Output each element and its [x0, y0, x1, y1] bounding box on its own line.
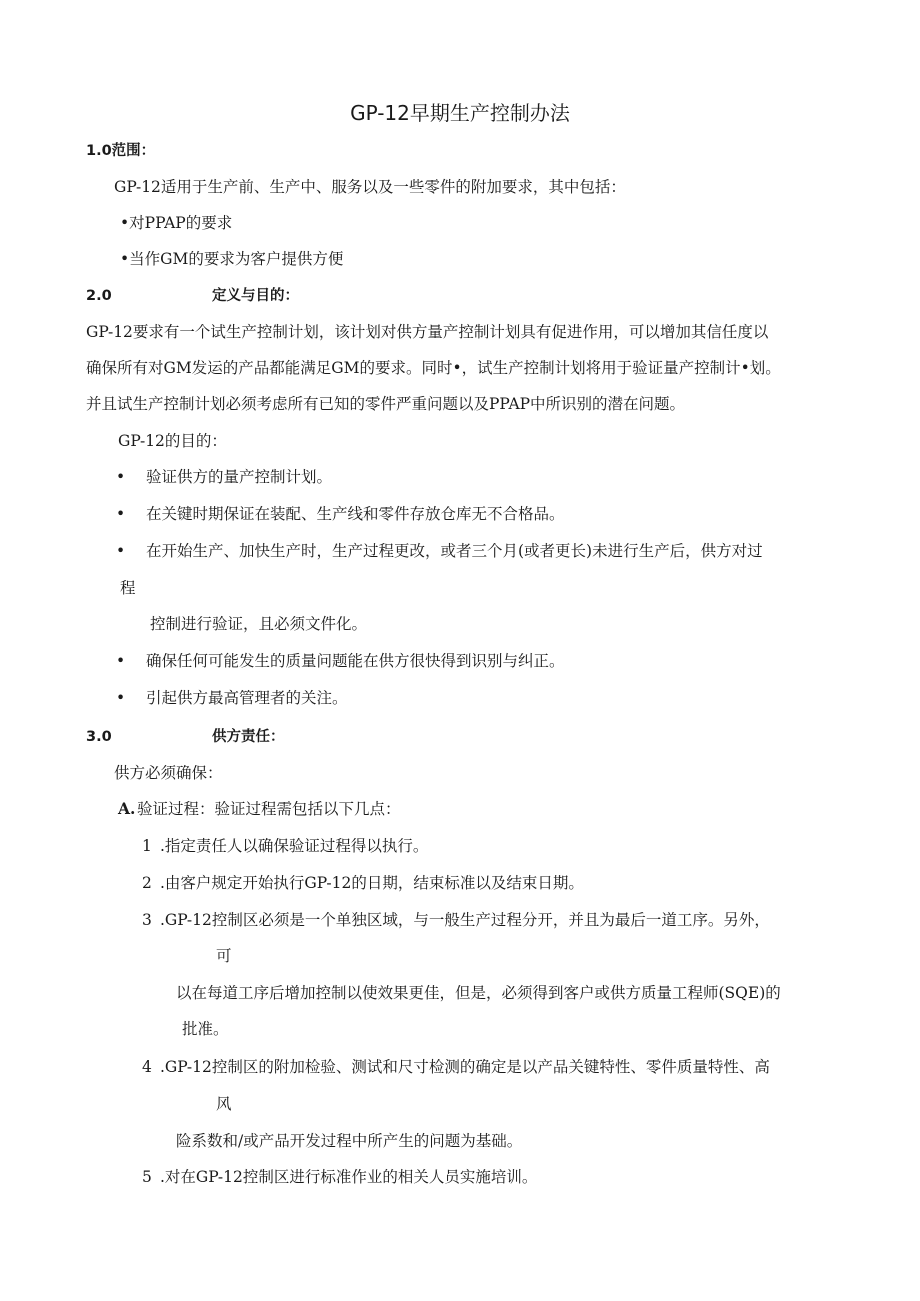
bullet-icon: • — [116, 468, 126, 486]
purpose-item-3: 在开始生产、加快生产时，生产过程更改，或者三个月(或者更长)未进行生产后，供方对过 — [146, 542, 763, 560]
purpose-item-4: 确保任何可能发生的质量问题能在供方很快得到识别与纠正。 — [146, 652, 565, 670]
purpose-item-5: 引起供方最高管理者的关注。 — [146, 689, 348, 707]
purpose-item-3-wrap: 程 — [120, 579, 136, 597]
purpose-heading: GP-12的目的： — [118, 432, 227, 450]
step-text-continuation: 以在每道工序后增加控制以使效果更佳，但是，必须得到客户或供方质量工程师(SQE)的 — [176, 984, 781, 1002]
step-number: 5 — [142, 1168, 152, 1186]
step-number: 4 — [142, 1058, 152, 1076]
section-2-heading: 定义与目的： — [212, 288, 299, 304]
step-text-continuation: 批准。 — [182, 1020, 229, 1038]
document-title: GP-12早期生产控制办法 — [350, 101, 570, 125]
step-number: 2 — [142, 874, 152, 892]
subsection-a-text: 验证过程：验证过程需包括以下几点： — [137, 800, 401, 818]
section-3-heading: 供方责任： — [212, 729, 285, 745]
step-text: .GP-12控制区的附加检验、测试和尺寸检测的确定是以产品关键特性、零件质量特性、高 — [160, 1058, 770, 1076]
section-2-paragraph-line: GP-12要求有一个试生产控制计划，该计划对供方量产控制计划具有促进作用，可以增加其信任度以 — [86, 323, 769, 341]
bullet-icon: • — [116, 652, 126, 670]
bullet-icon: • — [116, 542, 126, 560]
step-text-continuation: 险系数和/或产品开发过程中所产生的问题为基础。 — [176, 1132, 523, 1150]
section-1-intro: GP-12适用于生产前、生产中、服务以及一些零件的附加要求，其中包括： — [114, 178, 626, 196]
step-text: .GP-12控制区必须是一个单独区域，与一般生产过程分开，并且为最后一道工序。另外， — [160, 911, 770, 929]
section-1-bullet-2: •当作GM的要求为客户提供方便 — [120, 250, 344, 268]
bullet-icon: • — [116, 505, 126, 523]
step-text-wrap: 可 — [216, 947, 232, 965]
purpose-item-3-continuation: 控制进行验证，且必须文件化。 — [150, 615, 368, 633]
step-text: .对在GP-12控制区进行标准作业的相关人员实施培训。 — [160, 1168, 538, 1186]
step-text: .指定责任人以确保验证过程得以执行。 — [160, 837, 429, 855]
purpose-item-1: 验证供方的量产控制计划。 — [146, 468, 333, 486]
step-number: 1 — [142, 837, 152, 855]
subsection-a-label: A. — [118, 799, 136, 818]
section-3-intro: 供方必须确保： — [114, 764, 223, 782]
section-2-number: 2.0 — [86, 288, 112, 304]
step-text: .由客户规定开始执行GP-12的日期，结束标准以及结束日期。 — [160, 874, 584, 892]
bullet-icon: • — [116, 689, 126, 707]
purpose-item-2: 在关键时期保证在装配、生产线和零件存放仓库无不合格品。 — [146, 505, 565, 523]
section-1-bullet-1: •对PPAP的要求 — [120, 214, 233, 232]
step-text-wrap: 风 — [216, 1095, 232, 1113]
section-2-paragraph-line: 并且试生产控制计划必须考虑所有已知的零件严重问题以及PPAP中所识别的潜在问题。 — [86, 395, 686, 413]
section-2-paragraph-line: 确保所有对GM发运的产品都能满足GM的要求。同时•，试生产控制计划将用于验证量产控制计•划。 — [86, 359, 781, 377]
section-3-number: 3.0 — [86, 729, 112, 745]
step-number: 3 — [142, 911, 152, 929]
section-1-heading: 1.0范围： — [86, 143, 156, 159]
